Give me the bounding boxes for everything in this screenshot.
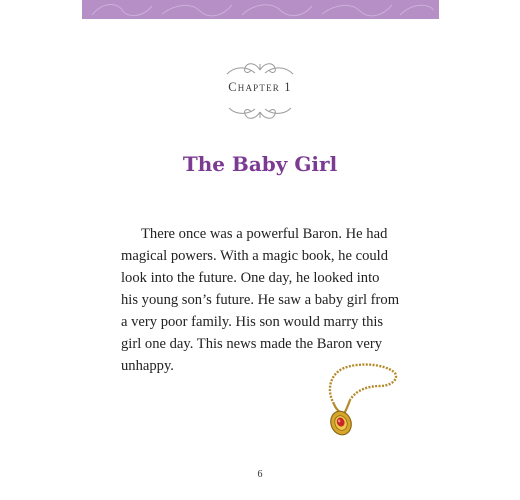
- story-line: girl one day. This news made the Baron very: [121, 336, 382, 352]
- story-line: look into the future. One day, he looked into: [121, 270, 380, 286]
- page-number: 6: [257, 469, 263, 480]
- story-line: his young son’s future. He saw a baby girl from: [121, 292, 400, 308]
- story-line: unhappy.: [121, 358, 174, 374]
- banner-pattern: [82, 0, 439, 19]
- story-text: [121, 223, 421, 377]
- story-line: magical powers. With a magic book, he could: [121, 248, 389, 264]
- necklace-icon: [322, 360, 402, 436]
- top-banner: [82, 0, 439, 19]
- story-line: a very poor family. His son would marry this: [121, 314, 384, 330]
- chapter-heading: Chapter 1: [228, 80, 292, 94]
- page-title: The Baby Girl: [182, 152, 338, 176]
- story-line: There once was a powerful Baron. He had: [141, 226, 388, 242]
